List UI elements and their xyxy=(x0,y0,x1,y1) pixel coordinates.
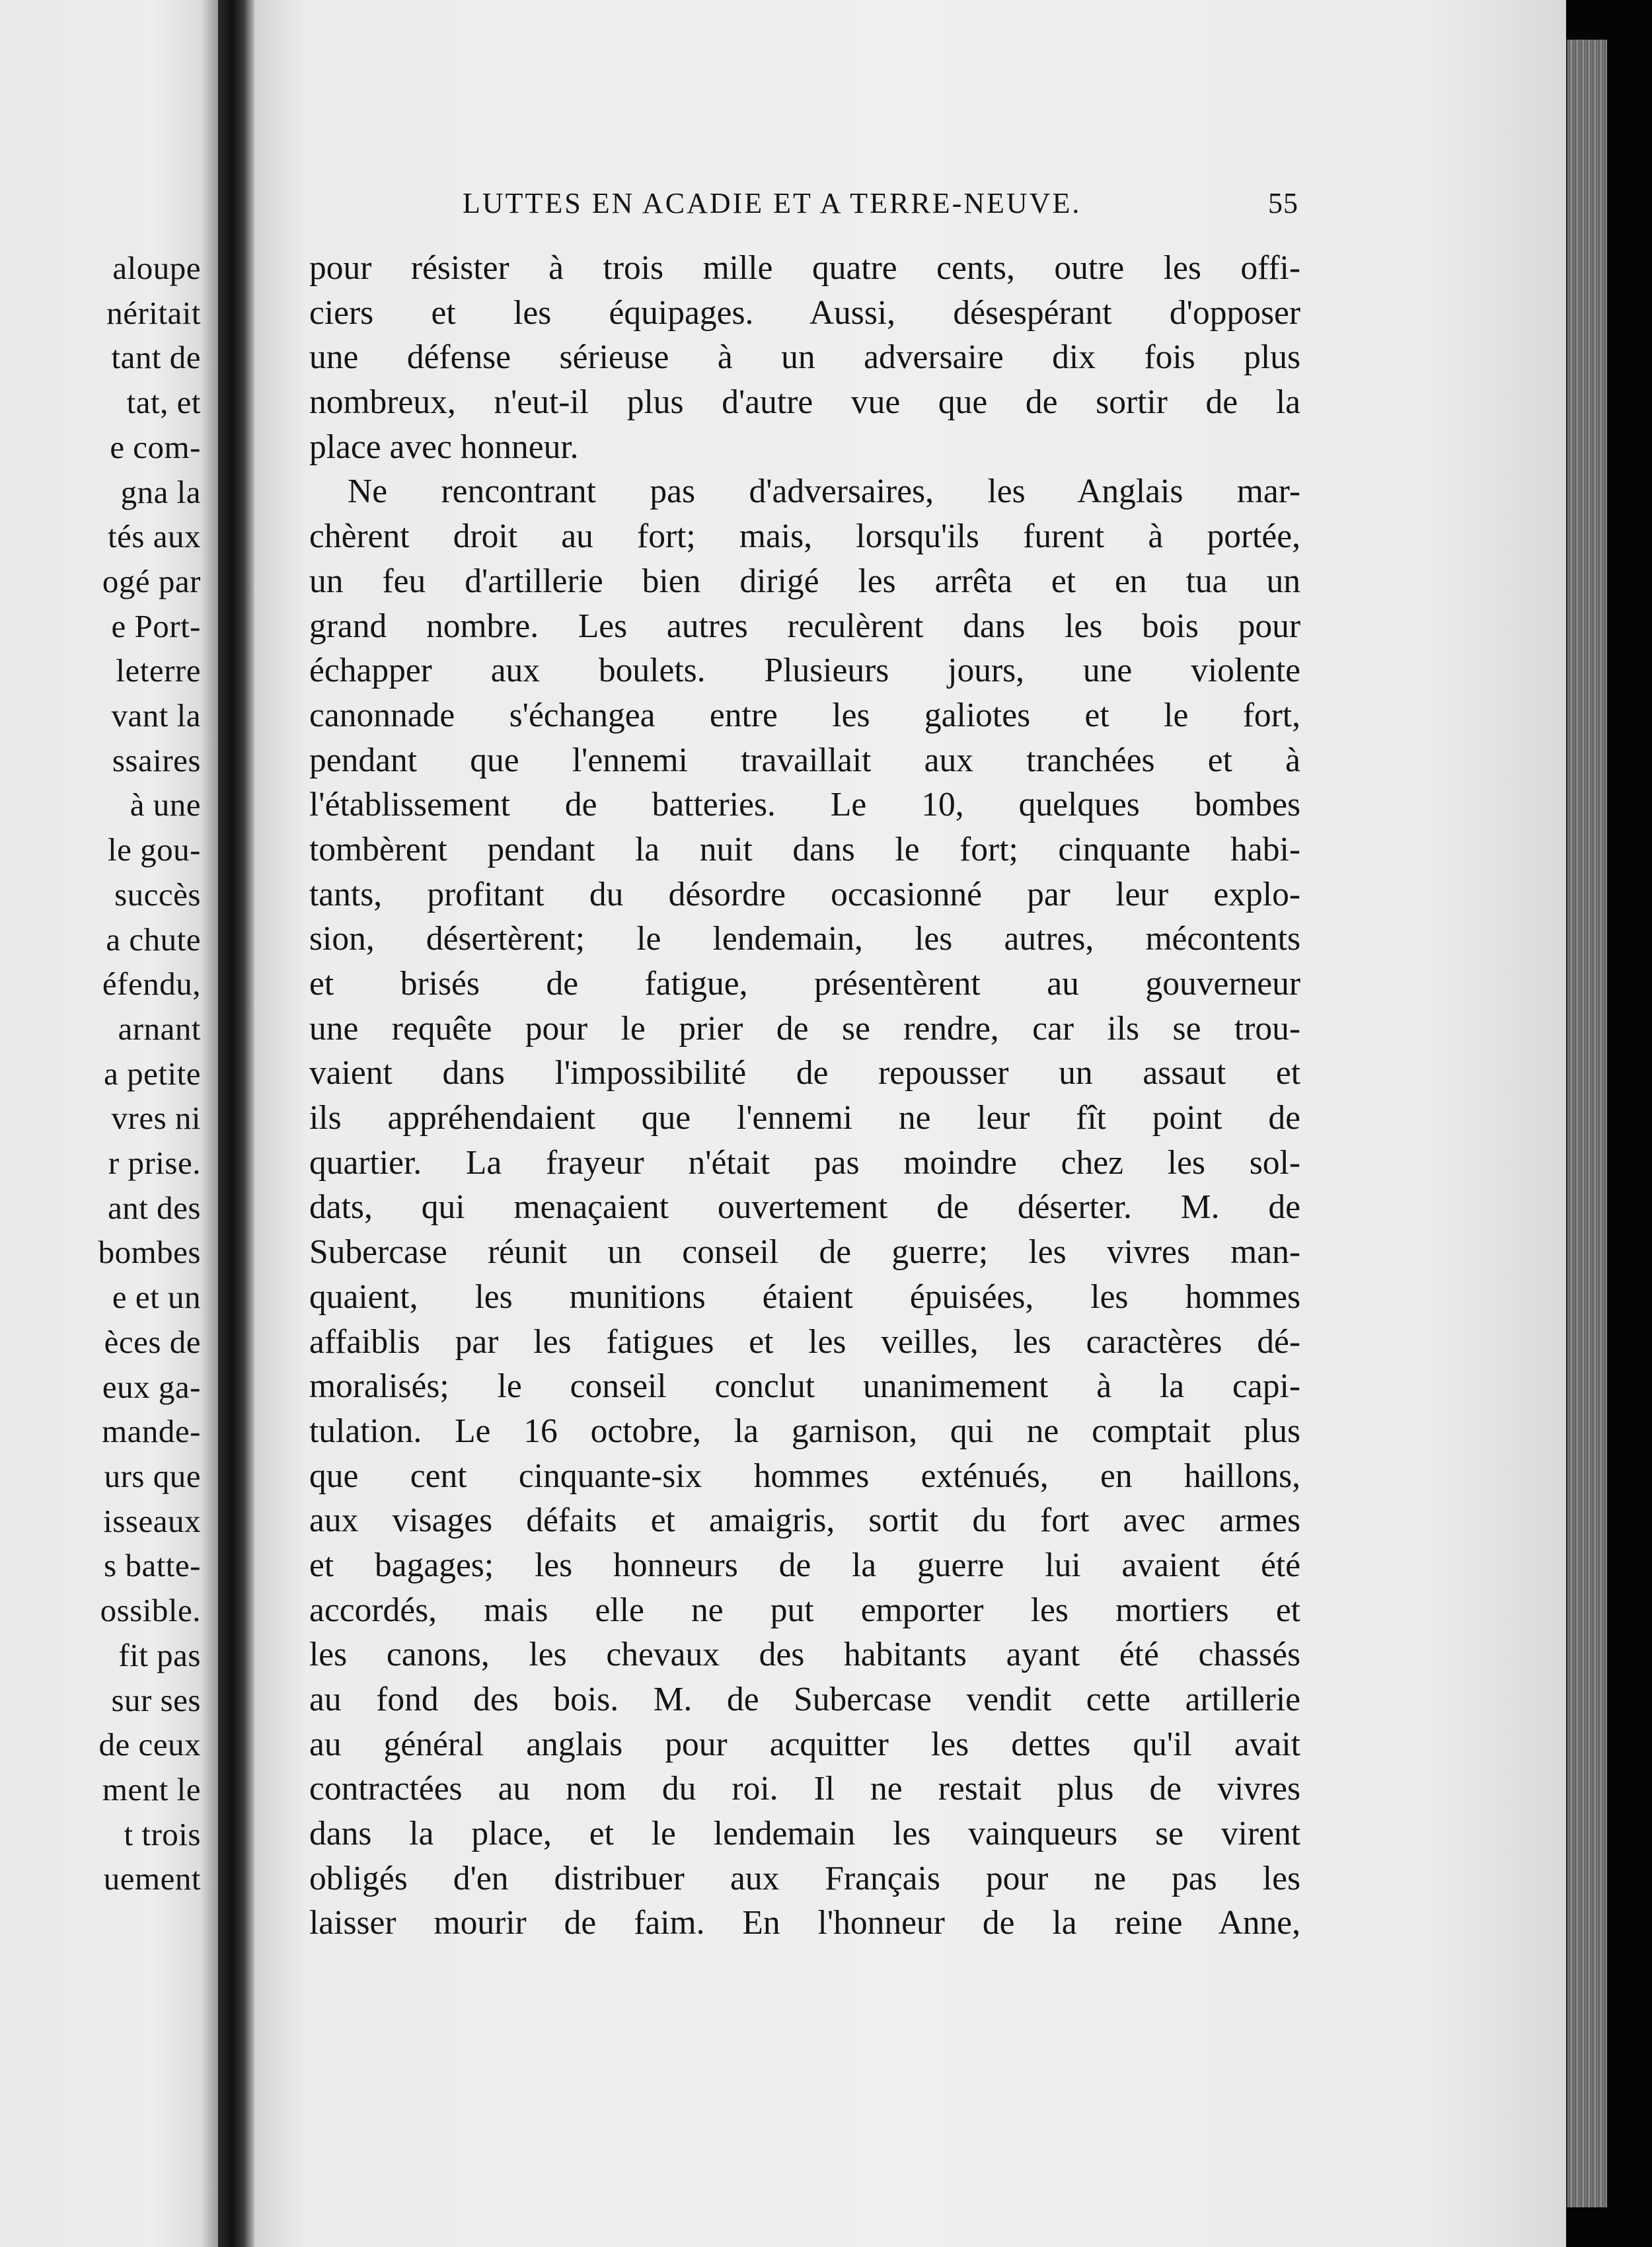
previous-page-line: ment le xyxy=(102,1771,201,1808)
text-line: tants, profitant du désordre occasionné par leur explo- xyxy=(309,875,1300,913)
text-line: dats, qui menaçaient ouvertement de déserter. M. de xyxy=(309,1188,1300,1227)
previous-page-fragment xyxy=(0,0,218,2247)
previous-page-line: s batte- xyxy=(104,1547,201,1584)
text-line: contractées au nom du roi. Il ne restait plus de vivres xyxy=(309,1770,1300,1808)
text-line: aux visages défaits et amaigris, sortit du fort avec armes xyxy=(309,1502,1300,1540)
running-head xyxy=(463,186,1298,226)
text-line: laisser mourir de faim. En l'honneur de la reine Anne, xyxy=(309,1904,1300,1942)
text-line: au fond des bois. M. de Subercase vendit cette artillerie xyxy=(309,1681,1300,1718)
previous-page-line: tant de xyxy=(111,339,201,376)
text-line: les canons, les chevaux des habitants ayant été chassés xyxy=(309,1636,1300,1674)
text-line: quaient, les munitions étaient épuisées, les hommes xyxy=(309,1277,1300,1316)
text-line: que cent cinquante-six hommes exténués, en haillons, xyxy=(309,1457,1300,1495)
text-line: obligés d'en distribuer aux Français pour ne pas les xyxy=(309,1859,1300,1897)
book-gutter xyxy=(218,0,254,2247)
previous-page-line: arnant xyxy=(118,1010,201,1047)
text-line: une défense sérieuse à un adversaire dix fois plus xyxy=(309,338,1300,377)
text-line: canonnade s'échangea entre les galiotes et le fort, xyxy=(309,696,1300,734)
text-line: affaiblis par les fatigues et les veilles, les caractères dé- xyxy=(309,1322,1300,1361)
text-line: Ne rencontrant pas d'adversaires, les Anglais mar- xyxy=(348,473,1300,511)
text-line: accordés, mais elle ne put emporter les mortiers et xyxy=(309,1591,1300,1629)
previous-page-line: de ceux xyxy=(98,1726,201,1763)
previous-page-line: tés aux xyxy=(108,518,201,555)
text-line: sion, désertèrent; le lendemain, les autres, mécontents xyxy=(309,920,1300,958)
text-line: pour résister à trois mille quatre cents, outre les offi- xyxy=(309,249,1300,287)
previous-page-line: vres ni xyxy=(111,1100,201,1137)
running-title: LUTTES EN ACADIE ET A TERRE-NEUVE. xyxy=(463,187,1082,219)
body-text xyxy=(309,246,1300,1946)
previous-page-line: ssaires xyxy=(112,742,201,779)
text-line: nombreux, n'eut-il plus d'autre vue que de sortir de la xyxy=(309,383,1300,422)
page-edges xyxy=(1566,40,1607,2207)
text-line: une requête pour le prier de se rendre, car ils se trou- xyxy=(309,1009,1300,1047)
previous-page-line: éfendu, xyxy=(102,966,201,1003)
previous-page-line: ossible. xyxy=(100,1592,201,1629)
previous-page-line: e et un xyxy=(112,1279,201,1316)
text-line: un feu d'artillerie bien dirigé les arrêta et en tua un xyxy=(309,562,1300,600)
text-line: au général anglais pour acquitter les dettes qu'il avait xyxy=(309,1725,1300,1763)
previous-page-line: isseaux xyxy=(103,1502,201,1539)
text-line: vaient dans l'impossibilité de repousser un assaut et xyxy=(309,1054,1300,1092)
text-line: dans la place, et le lendemain les vainqueurs se virent xyxy=(309,1815,1300,1853)
previous-page-text xyxy=(98,246,201,1901)
previous-page-line: t trois xyxy=(124,1815,201,1852)
text-line: Subercase réunit un conseil de guerre; les vivres man- xyxy=(309,1233,1300,1272)
previous-page-line: a petite xyxy=(104,1055,201,1092)
previous-page-line: leterre xyxy=(116,652,201,689)
previous-page-line: ogé par xyxy=(102,562,201,599)
previous-page-line: néritait xyxy=(106,294,201,331)
previous-page-line: aloupe xyxy=(112,250,201,286)
text-line: tulation. Le 16 octobre, la garnison, qui ne comptait plus xyxy=(309,1412,1300,1450)
previous-page-line: urs que xyxy=(104,1457,201,1494)
text-line: moralisés; le conseil conclut unanimement à la capi- xyxy=(309,1367,1300,1406)
text-line: grand nombre. Les autres reculèrent dans les bois pour xyxy=(309,607,1300,645)
previous-page-line: gna la xyxy=(120,473,201,510)
text-line: l'établissement de batteries. Le 10, quelques bombes xyxy=(309,786,1300,824)
page-number: 55 xyxy=(1268,187,1298,219)
text-line: tombèrent pendant la nuit dans le fort; cinquante habi- xyxy=(309,830,1300,868)
previous-page-line: èces de xyxy=(104,1323,201,1360)
previous-page-line: vant la xyxy=(111,697,201,734)
previous-page-line: fit pas xyxy=(118,1636,201,1673)
previous-page-line: e com- xyxy=(110,428,201,465)
text-line: ils appréhendaient que l'ennemi ne leur fît point de xyxy=(309,1099,1300,1137)
previous-page-line: eux ga- xyxy=(102,1368,201,1405)
previous-page-line: ant des xyxy=(108,1189,201,1226)
previous-page-line: sur ses xyxy=(111,1681,201,1718)
text-line: et brisés de fatigue, présentèrent au gouverneur xyxy=(309,965,1300,1003)
previous-page-line: a chute xyxy=(106,921,201,958)
previous-page-line: uement xyxy=(103,1860,201,1897)
text-line: place avec honneur. xyxy=(309,428,579,466)
previous-page-line: mande- xyxy=(102,1413,201,1450)
previous-page-line: à une xyxy=(130,786,201,823)
text-line: pendant que l'ennemi travaillait aux tranchées et à xyxy=(309,741,1300,779)
text-line: chèrent droit au fort; mais, lorsqu'ils furent à portée, xyxy=(309,517,1300,556)
previous-page-line: r prise. xyxy=(108,1145,201,1182)
previous-page-line: le gou- xyxy=(108,831,201,868)
previous-page-line: tat, et xyxy=(126,384,201,421)
text-line: ciers et les équipages. Aussi, désespérant d'opposer xyxy=(309,293,1300,332)
text-line: et bagages; les honneurs de la guerre lui avaient été xyxy=(309,1546,1300,1584)
previous-page-line: e Port- xyxy=(111,607,201,644)
text-line: quartier. La frayeur n'était pas moindre chez les sol- xyxy=(309,1143,1300,1182)
previous-page-line: bombes xyxy=(98,1234,201,1271)
text-line: échapper aux boulets. Plusieurs jours, une violente xyxy=(309,652,1300,690)
previous-page-line: succès xyxy=(114,876,201,913)
